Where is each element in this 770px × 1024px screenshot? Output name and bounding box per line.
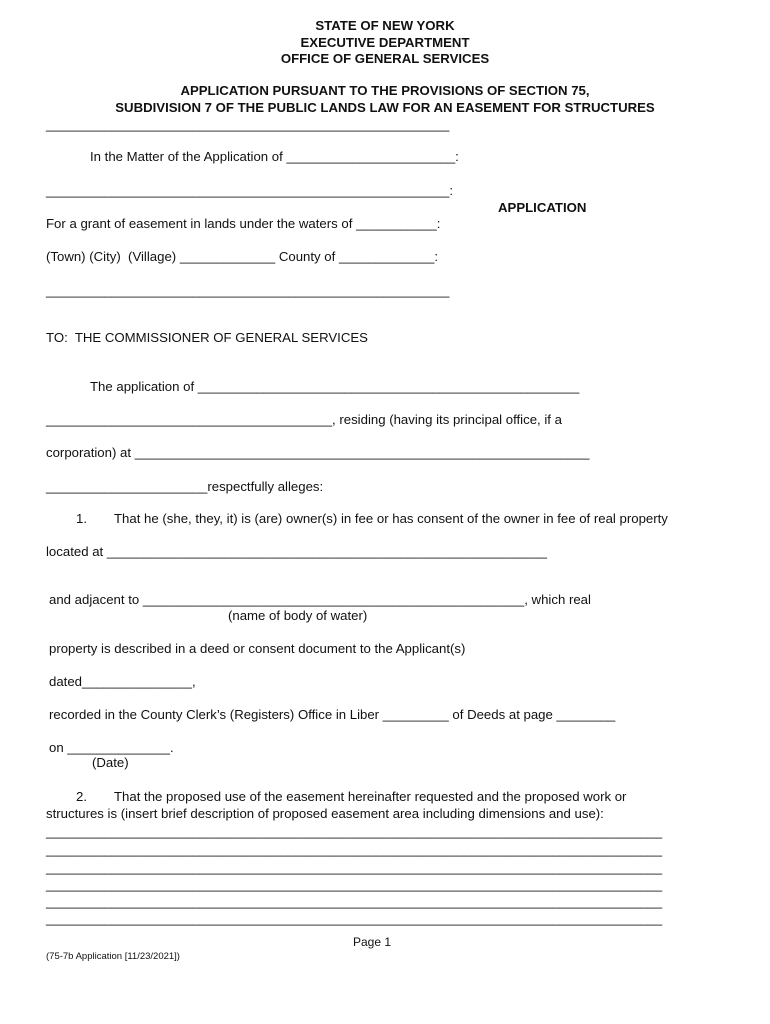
addressee-line: TO: THE COMMISSIONER OF GENERAL SERVICES xyxy=(46,330,368,345)
applicant-name-line: The application of ____________________________________________________ xyxy=(90,379,580,394)
document-title-line1: APPLICATION PURSUANT TO THE PROVISIONS OF SECTION 75, xyxy=(180,83,590,98)
paragraph-2-text: That the proposed use of the easement hereinafter requested and the proposed work or xyxy=(114,789,627,804)
alleges-line: ______________________respectfully alleges: xyxy=(46,479,324,494)
caption-blank-line: _______________________________________________________: xyxy=(46,183,454,198)
adjacent-to-line: and adjacent to ____________________________________________________, which real xyxy=(49,592,591,607)
caption-end-rule: _______________________________________________________ xyxy=(46,283,450,298)
paragraph-1-text: That he (she, they, it) is (are) owner(s) in fee or has consent of the owner in fee of real property xyxy=(114,511,668,526)
application-label: APPLICATION xyxy=(498,200,587,215)
residing-line: _______________________________________, residing (having its principal office, if a xyxy=(46,412,562,427)
water-body-caption: (name of body of water) xyxy=(228,608,368,623)
date-caption: (Date) xyxy=(92,755,129,770)
on-date-line: on ______________. xyxy=(49,740,174,755)
description-line-5: ____________________________________________________________________________________ xyxy=(46,894,663,909)
caption-top-rule: _______________________________________________________ xyxy=(46,117,450,132)
caption-grant-line: For a grant of easement in lands under the waters of ___________: xyxy=(46,216,441,231)
caption-matter-line: In the Matter of the Application of _______________________: xyxy=(90,149,459,164)
recorded-line: recorded in the County Clerk’s (Registers) Office in Liber _________ of Deeds at page ________ xyxy=(49,707,616,722)
description-line-2: ____________________________________________________________________________________ xyxy=(46,842,663,857)
paragraph-2-text-cont: structures is (insert brief description of proposed easement area including dimensions and use): xyxy=(46,806,604,821)
paragraph-1-number: 1. xyxy=(76,511,87,526)
caption-town-line: (Town) (City) (Village) _____________ County of _____________: xyxy=(46,249,438,264)
property-described-line: property is described in a deed or consent document to the Applicant(s) xyxy=(49,641,466,656)
document-title-line2: SUBDIVISION 7 OF THE PUBLIC LANDS LAW FOR AN EASEMENT FOR STRUCTURES xyxy=(115,100,655,115)
form-identifier: (75-7b Application [11/23/2021]) xyxy=(46,951,180,962)
header-state: STATE OF NEW YORK xyxy=(315,18,455,33)
dated-line: dated_______________, xyxy=(49,674,196,689)
description-line-4: ____________________________________________________________________________________ xyxy=(46,877,663,892)
description-line-6: ____________________________________________________________________________________ xyxy=(46,911,663,926)
paragraph-2-number: 2. xyxy=(76,789,87,804)
header-department: EXECUTIVE DEPARTMENT xyxy=(300,35,470,50)
description-line-1: ____________________________________________________________________________________ xyxy=(46,824,663,839)
header-office: OFFICE OF GENERAL SERVICES xyxy=(280,51,490,66)
description-line-3: ____________________________________________________________________________________ xyxy=(46,860,663,875)
located-at-line: located at ____________________________________________________________ xyxy=(46,544,547,559)
page-number: Page 1 xyxy=(353,935,392,949)
corporation-address-line: corporation) at ______________________________________________________________ xyxy=(46,445,590,460)
